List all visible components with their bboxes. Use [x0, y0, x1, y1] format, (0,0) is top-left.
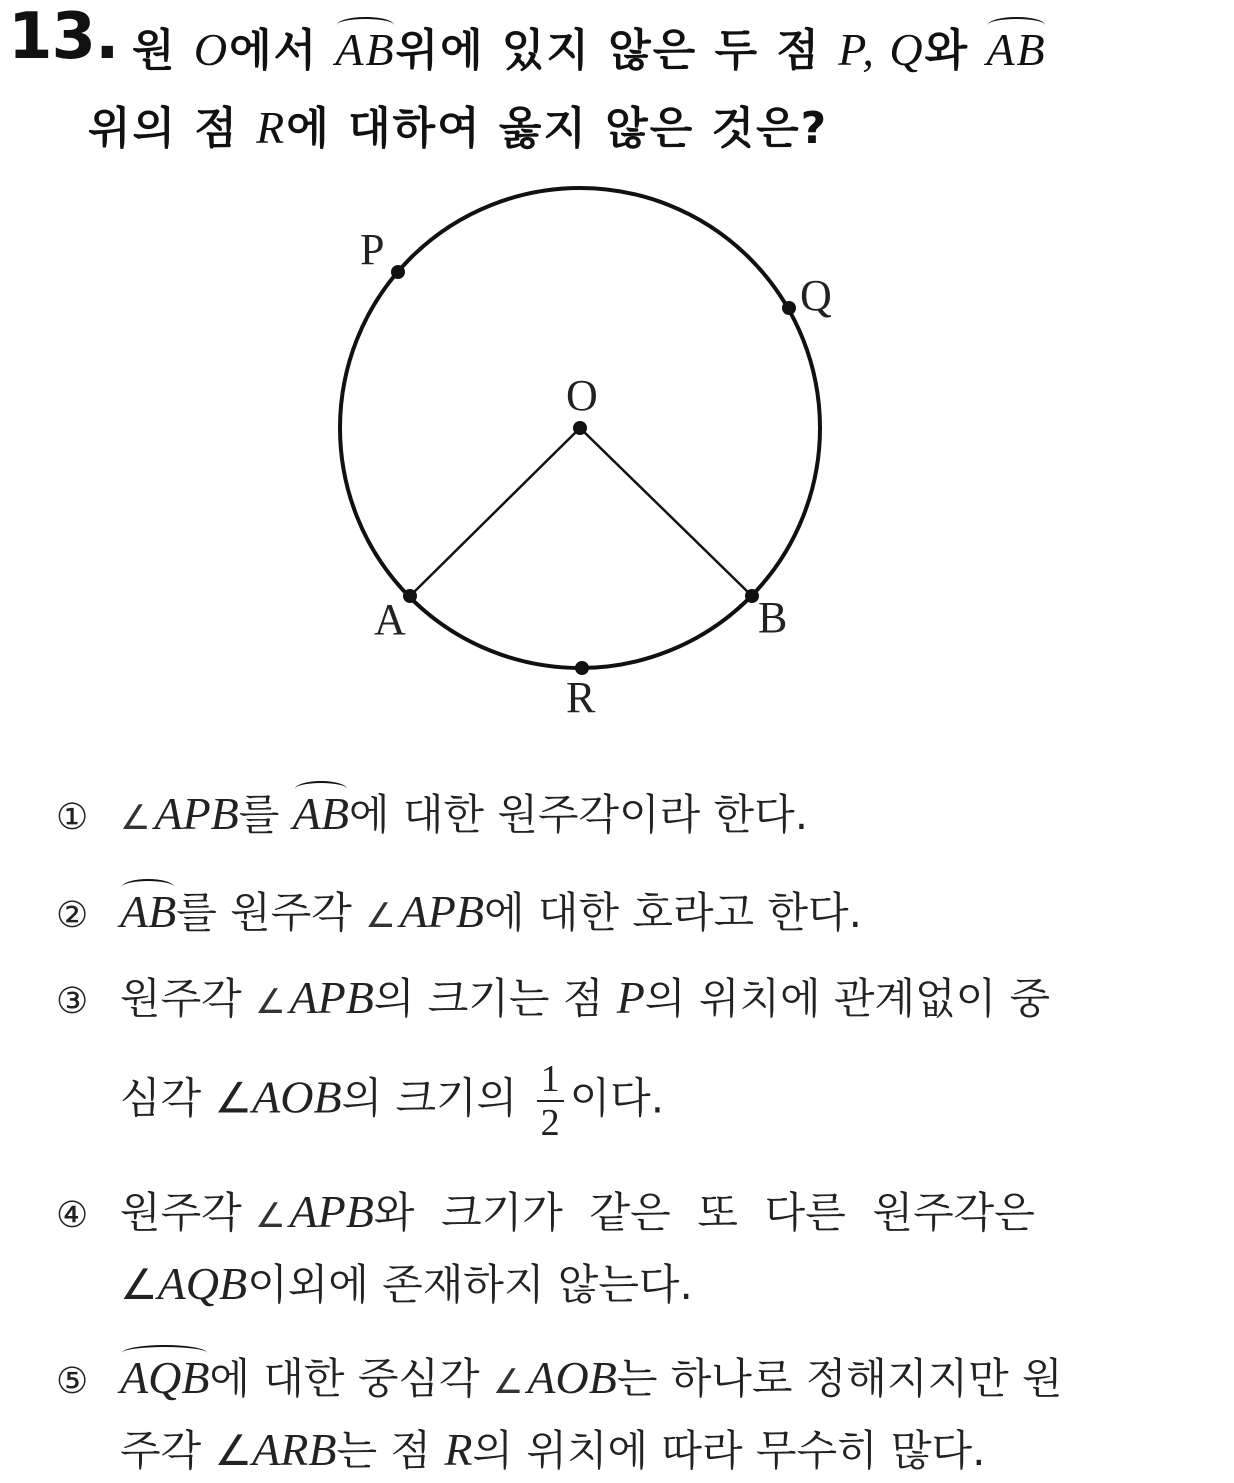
angle-icon: ∠ — [492, 1362, 524, 1402]
choice-mark: ① — [56, 797, 89, 838]
choice-mark: ⑤ — [56, 1361, 89, 1402]
radius-oa — [410, 428, 580, 596]
angle-icon: ∠ — [214, 1426, 253, 1475]
label-o: O — [566, 371, 598, 420]
fraction-one-half: $\frac{1}{2}$ — [537, 1060, 564, 1142]
arc-ab: AB — [335, 24, 396, 75]
point-b — [745, 589, 759, 603]
choice-3-continued: 심각 ∠AOB의 크기의 $\frac{1}{2}$ 이다. — [120, 1058, 665, 1144]
choice-5-continued: 주각 ∠ARB는 점 R의 위치에 따라 무수히 많다. — [120, 1424, 986, 1475]
angle-icon: ∠ — [255, 1196, 286, 1236]
arc-ab: AB — [986, 24, 1047, 75]
label-p: P — [360, 225, 385, 274]
choice-4[interactable]: ④ 원주각 ∠APB와 크기가 같은 또 다른 원주각은 — [56, 1186, 1035, 1237]
point-p — [391, 265, 405, 279]
question-number: 13. — [8, 0, 119, 74]
arc-aqb: AQB — [120, 1352, 210, 1403]
angle-icon: ∠ — [120, 1260, 158, 1309]
radius-ob — [580, 428, 752, 596]
arc-ab: AB — [120, 886, 177, 937]
angle-icon: ∠ — [214, 1073, 253, 1123]
question-line-2: 위의 점 R에 대하여 옳지 않은 것은? — [88, 102, 829, 154]
choice-4-continued: ∠AQB이외에 존재하지 않는다. — [120, 1258, 693, 1309]
choice-3[interactable]: ③ 원주각 ∠APB의 크기는 점 P의 위치에 관계없이 중 — [56, 972, 1051, 1023]
label-q: Q — [800, 271, 832, 320]
label-r: R — [566, 673, 596, 722]
choice-mark: ③ — [56, 981, 89, 1022]
choice-1[interactable]: ① ∠APB를 AB에 대한 원주각이라 한다. — [56, 788, 809, 839]
point-q — [782, 301, 796, 315]
choice-2[interactable]: ② AB를 원주각 ∠APB에 대한 호라고 한다. — [56, 886, 862, 937]
angle-icon: ∠ — [255, 982, 286, 1022]
label-b: B — [758, 593, 788, 642]
choice-mark: ② — [56, 895, 89, 936]
choice-5[interactable]: ⑤ AQB에 대한 중심각 ∠AOB는 하나로 정해지지만 원 — [56, 1352, 1063, 1403]
label-a: A — [374, 595, 406, 644]
arc-ab: AB — [292, 788, 349, 839]
circle-figure — [0, 0, 1234, 740]
choice-mark: ④ — [56, 1195, 89, 1236]
angle-icon: ∠ — [365, 896, 396, 936]
question-line-1: 원 O에서 AB위에 있지 않은 두 점 P, Q와 AB — [132, 24, 1047, 76]
point-o — [573, 421, 587, 435]
angle-icon: ∠ — [120, 798, 151, 838]
